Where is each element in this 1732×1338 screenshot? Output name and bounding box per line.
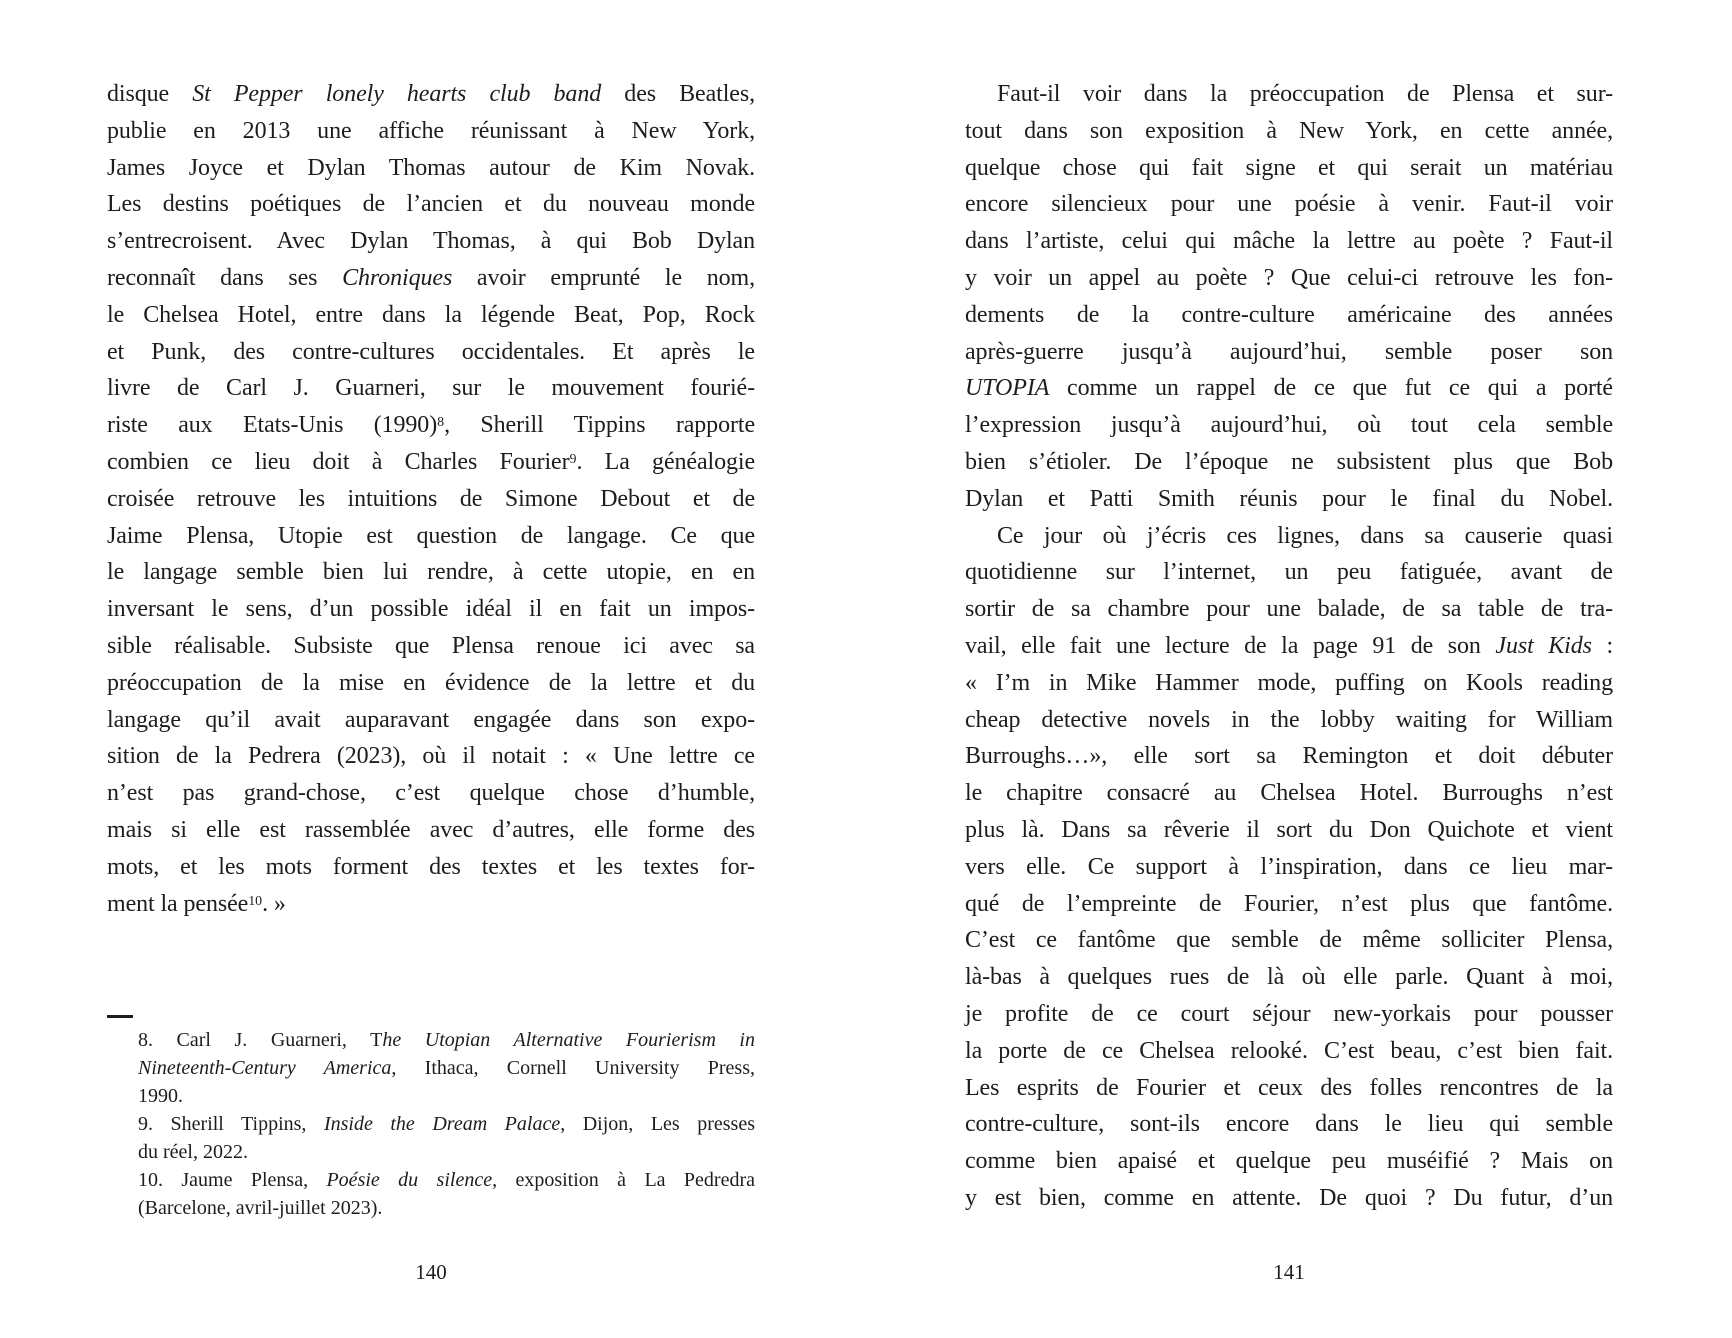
body-text-line (965, 849, 1613, 886)
body-text-line (965, 260, 1613, 297)
text-run: 10. Jaume Plensa, (138, 1169, 327, 1191)
text-run: le Chelsea Hotel, entre dans la légende Beat, Pop, Rock (107, 301, 755, 328)
text-run: croisée retrouve les intuitions de Simone Debout et de (107, 485, 755, 512)
body-text-line (965, 996, 1613, 1033)
footnote-line (138, 1166, 755, 1194)
italic-text: Nineteenth-Century America (138, 1057, 392, 1079)
body-text-line (107, 223, 755, 260)
text-run: livre de Carl J. Guarneri, sur le mouvement fourié- (107, 375, 755, 402)
body-text-line (107, 812, 755, 849)
text-run: Les destins poétiques de l’ancien et du nouveau monde (107, 191, 755, 218)
text-run: (Barcelone, avril-juillet 2023). (138, 1197, 383, 1219)
page-right-body-text (965, 76, 1613, 1217)
text-run: tout dans son exposition à New York, en cette année, (965, 117, 1613, 144)
text-run: , Dijon, Les presses (560, 1113, 755, 1135)
page-number-right: 141 (1273, 1260, 1305, 1284)
text-run: Ce jour où j’écris ces lignes, dans sa causerie quasi (997, 522, 1613, 549)
text-run: y voir un appel au poète ? Que celui-ci retrouve les fon- (965, 264, 1613, 291)
text-run: ment la pensée (107, 890, 249, 917)
text-run: Dylan et Patti Smith réunis pour le final du Nobel. (965, 485, 1613, 512)
body-text-line (965, 959, 1613, 996)
text-run: 9. Sherill Tippins, (138, 1113, 324, 1135)
text-run: Faut-il voir dans la préoccupation de Plensa et sur- (997, 81, 1613, 107)
body-text-line (965, 481, 1613, 518)
body-text-line (107, 186, 755, 223)
text-run: le langage semble bien lui rendre, à cette utopie, en en (107, 559, 755, 586)
body-text-line (965, 702, 1613, 739)
body-text-line (107, 481, 755, 518)
text-run: . La généalogie (576, 448, 755, 475)
text-run: s’entrecroisent. Avec Dylan Thomas, à qui Bob Dylan (107, 228, 755, 255)
body-text-line (965, 113, 1613, 150)
text-run: . » (262, 890, 286, 917)
text-run: la porte de ce Chelsea relooké. C’est beau, c’est bien fait. (965, 1037, 1613, 1064)
text-run: y est bien, comme en attente. De quoi ? Du futur, d’un (965, 1184, 1613, 1211)
footnotes-block (138, 1026, 755, 1222)
text-run: , Sherill Tippins rapporte (444, 412, 755, 439)
body-text-line (107, 665, 755, 702)
footnote-reference: 8 (437, 414, 445, 430)
text-run: là-bas à quelques rues de là où elle parle. Quant à moi, (965, 964, 1613, 991)
text-run: avoir emprunté le nom, (452, 264, 755, 291)
text-run: encore silencieux pour une poésie à venir. Faut-il voir (965, 191, 1613, 218)
text-run: et Punk, des contre-cultures occidentales. Et après le (107, 338, 755, 365)
footnote-reference: 9 (569, 451, 577, 467)
body-text-line (965, 922, 1613, 959)
text-run: langage qu’il avait auparavant engagée dans son expo- (107, 706, 755, 733)
text-run: du réel, 2022. (138, 1141, 248, 1163)
body-text-line (965, 554, 1613, 591)
text-run: C’est ce fantôme que semble de même solliciter Plensa, (965, 927, 1613, 954)
body-text-line (107, 518, 755, 555)
text-run: mais si elle est rassemblée avec d’autres, elle forme des (107, 816, 755, 843)
text-run: n’est pas grand-chose, c’est quelque chose d’humble, (107, 780, 755, 807)
text-run: qué de l’empreinte de Fourier, n’est plus que fantôme. (965, 890, 1613, 917)
text-run: : (1591, 632, 1614, 659)
body-text-line (965, 370, 1613, 407)
text-run: 8. Carl J. Guarneri, T (138, 1029, 383, 1051)
body-text-line (965, 186, 1613, 223)
body-text-line (107, 628, 755, 665)
text-run: James Joyce et Dylan Thomas autour de Kim Novak. (107, 154, 755, 181)
text-run: dans l’artiste, celui qui mâche la lettre au poète ? Faut-il (965, 228, 1613, 255)
text-run: inversant le sens, d’un possible idéal il en fait un impos- (107, 596, 755, 623)
footnote-line (138, 1110, 755, 1138)
body-text-line (965, 223, 1613, 260)
italic-text: St Pepper lonely hearts club band (192, 81, 602, 107)
text-run: Burroughs…», elle sort sa Remington et doit débuter (965, 743, 1613, 770)
body-text-line (107, 113, 755, 150)
text-run: je profite de ce court séjour new-yorkais pour pousser (965, 1000, 1613, 1027)
text-run: sible réalisable. Subsiste que Plensa renoue ici avec sa (107, 632, 755, 659)
body-text-line (965, 812, 1613, 849)
text-run: « I’m in Mike Hammer mode, puffing on Kools reading (965, 669, 1613, 696)
text-run: sition de la Pedrera (2023), où il notait : « Une lettre ce (107, 743, 755, 770)
body-text-line (107, 297, 755, 334)
text-run: quotidienne sur l’internet, un peu fatiguée, avant de (965, 559, 1613, 586)
text-run: quelque chose qui fait signe et qui serait un matériau (965, 154, 1613, 181)
text-run: sortir de sa chambre pour une balade, de sa table de tra- (965, 596, 1613, 623)
body-text-line (107, 370, 755, 407)
body-text-line (107, 886, 755, 923)
body-text-line (107, 775, 755, 812)
text-run: reconnaît dans ses (107, 264, 343, 291)
body-text-line (965, 665, 1613, 702)
text-run: comme bien apaisé et quelque peu muséifié ? Mais on (965, 1148, 1613, 1175)
footnote-line (138, 1082, 755, 1110)
body-text-line (107, 591, 755, 628)
body-text-line (965, 150, 1613, 187)
body-text-line (107, 150, 755, 187)
text-run: 1990. (138, 1085, 183, 1107)
text-run: après-guerre jusqu’à aujourd’hui, semble poser son (965, 338, 1613, 365)
text-run: l’expression jusqu’à aujourd’hui, où tout cela semble (965, 412, 1613, 439)
text-run: Jaime Plensa, Utopie est question de langage. Ce que (107, 522, 755, 549)
text-run: exposition à La Pedredra (497, 1169, 755, 1191)
body-text-line (965, 297, 1613, 334)
italic-text: Poésie du silence, (326, 1169, 498, 1191)
body-text-line (965, 444, 1613, 481)
italic-text: Chroniques (342, 264, 453, 291)
body-text-line (107, 702, 755, 739)
body-text-line (107, 76, 755, 113)
body-text-line (965, 334, 1613, 371)
text-run: disque (107, 81, 193, 107)
text-run: publie en 2013 une affiche réunissant à New York, (107, 117, 755, 144)
body-text-line (965, 591, 1613, 628)
page-left-body-text (107, 76, 755, 922)
text-run: des Beatles, (601, 81, 755, 107)
body-text-line (965, 1106, 1613, 1143)
body-text-line (107, 407, 755, 444)
footnote-line (138, 1026, 755, 1054)
footnote-line (138, 1138, 755, 1166)
italic-text: Inside the Dream Palace (323, 1113, 561, 1135)
body-text-line (107, 260, 755, 297)
body-text-line (965, 738, 1613, 775)
body-text-line (965, 1180, 1613, 1217)
italic-text: he Utopian Alternative Fourierism in (382, 1029, 755, 1051)
text-run: dements de la contre-culture américaine des années (965, 301, 1613, 328)
text-run: , Ithaca, Cornell University Press, (391, 1057, 755, 1079)
text-run: cheap detective novels in the lobby waiting for William (965, 706, 1613, 733)
body-text-line (965, 1070, 1613, 1107)
body-text-line (107, 554, 755, 591)
text-run: comme un rappel de ce que fut ce qui a porté (1049, 375, 1613, 402)
text-run: Les esprits de Fourier et ceux des folles rencontres de la (965, 1074, 1613, 1101)
text-run: riste aux Etats-Unis (1990) (107, 412, 438, 439)
body-text-line (107, 849, 755, 886)
page-number-left: 140 (415, 1260, 447, 1284)
body-text-line (107, 334, 755, 371)
text-run: préoccupation de la mise en évidence de la lettre et du (107, 669, 755, 696)
body-text-line (107, 738, 755, 775)
footnote-line (138, 1194, 755, 1222)
body-text-line (107, 444, 755, 481)
body-text-line (965, 518, 1613, 555)
footnote-rule (107, 1015, 133, 1018)
text-run: plus là. Dans sa rêverie il sort du Don Quichote et vient (965, 816, 1613, 843)
text-run: le chapitre consacré au Chelsea Hotel. Burroughs n’est (965, 780, 1613, 807)
body-text-line (965, 628, 1613, 665)
body-text-line (965, 775, 1613, 812)
text-run: vail, elle fait une lecture de la page 91 de son (965, 632, 1496, 659)
body-text-line (965, 1143, 1613, 1180)
body-text-line (965, 407, 1613, 444)
text-run: mots, et les mots forment des textes et les textes for- (107, 853, 755, 880)
text-run: vers elle. Ce support à l’inspiration, dans ce lieu mar- (965, 853, 1613, 880)
body-text-line (965, 886, 1613, 923)
italic-text: Just Kids (1495, 632, 1592, 659)
body-text-line (965, 1033, 1613, 1070)
footnote-reference: 10 (248, 893, 263, 909)
italic-text: UTOPIA (965, 375, 1050, 402)
text-run: bien s’étioler. De l’époque ne subsistent plus que Bob (965, 448, 1613, 475)
body-text-line (965, 76, 1613, 113)
text-run: combien ce lieu doit à Charles Fourier (107, 448, 570, 475)
footnote-line (138, 1054, 755, 1082)
text-run: contre-culture, sont-ils encore dans le lieu qui semble (965, 1111, 1613, 1138)
